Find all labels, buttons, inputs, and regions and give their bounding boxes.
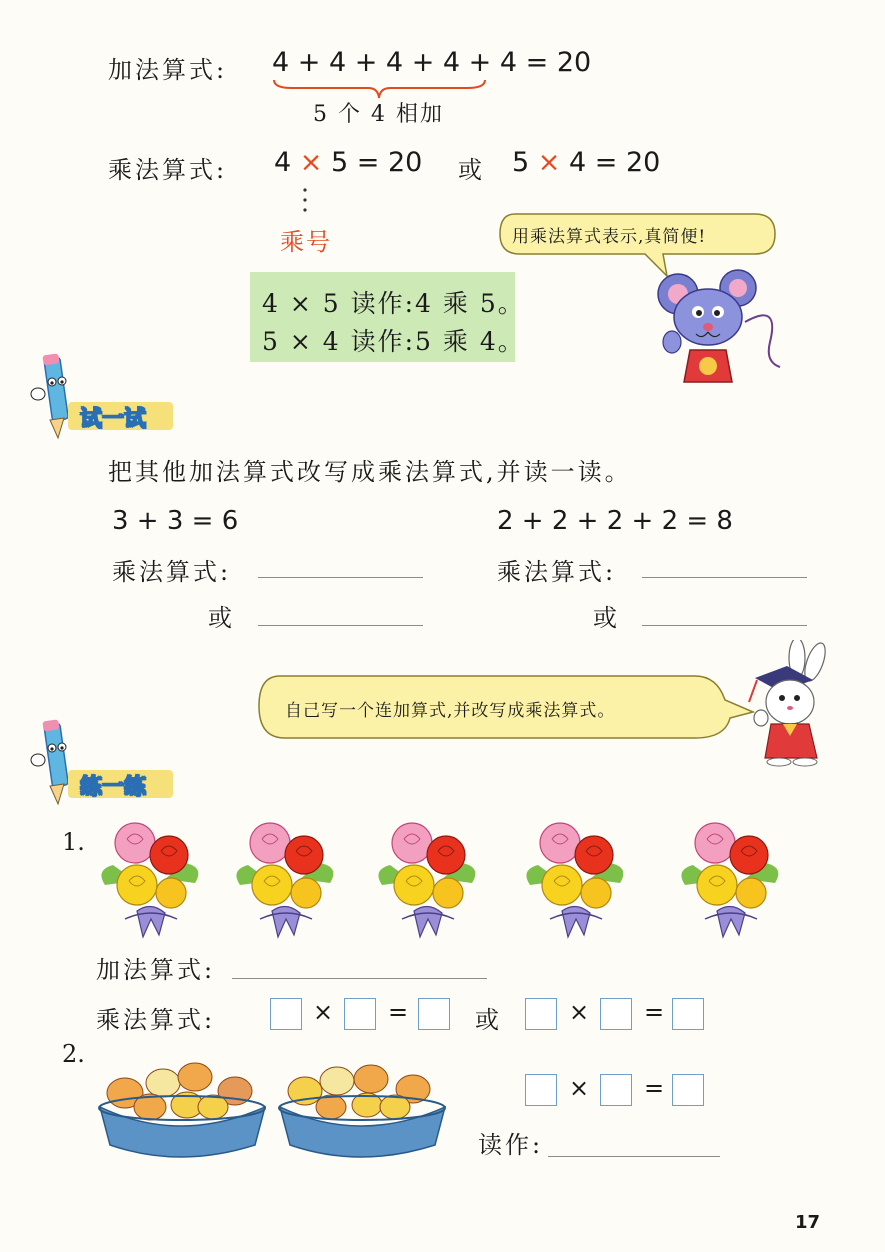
q1-times-1: × [313,998,334,1026]
try-left-or: 或 [208,604,235,632]
q2-box-1[interactable] [525,1074,557,1106]
q1-box-b1[interactable] [525,998,557,1030]
brace-caption: 5 个 4 相加 [313,102,444,127]
q2-box-2[interactable] [600,1074,632,1106]
try-right-mul-label: 乘法算式: [497,558,617,586]
q1-box-a1[interactable] [270,998,302,1030]
q1-equals-2: = [644,998,665,1026]
try-left-mul-label: 乘法算式: [112,558,232,586]
q1-mul-label: 乘法算式: [96,1006,216,1034]
q1-or: 或 [475,1006,502,1034]
try-right-expression: 2 + 2 + 2 + 2 = 8 [497,506,733,536]
q1-add-label: 加法算式: [96,956,216,984]
dotted-pointer [300,186,310,220]
q1-equals-1: = [388,998,409,1026]
try-left-answer-line-1[interactable] [258,577,423,578]
try-section-title: 试一试 [80,407,147,432]
read-line-1: 4 × 5 读作:4 乘 5。 [262,289,525,318]
q1-add-answer-line[interactable] [232,978,487,979]
q2-equals: = [644,1074,665,1102]
mouse-speech-text: 用乘法算式表示,真简便! [512,227,707,247]
rabbit-speech-text: 自己写一个连加算式,并改写成乘法算式。 [285,701,616,721]
q2-box-3[interactable] [672,1074,704,1106]
q1-box-b3[interactable] [672,998,704,1030]
flower-bouquet-icon [230,815,340,940]
flower-bouquet-icon [520,815,630,940]
mul-expression-1: 4 × 5 = 20 [274,147,423,178]
practice-section-title: 练一练 [80,775,147,800]
sign-name: 乘号 [280,228,332,256]
try-left-expression: 3 + 3 = 6 [112,506,239,536]
cat-basket-icon [95,1045,455,1165]
try-left-answer-line-2[interactable] [258,625,423,626]
rabbit-icon [735,640,835,770]
try-right-answer-line-1[interactable] [642,577,807,578]
add-label: 加法算式: [108,56,228,84]
try-right-or: 或 [593,604,620,632]
mul-label: 乘法算式: [108,156,228,184]
or-word: 或 [458,156,485,184]
q2-times: × [569,1074,590,1102]
question-1-number: 1. [62,828,85,856]
page-number: 17 [795,1212,821,1233]
q1-box-b2[interactable] [600,998,632,1030]
q1-times-2: × [569,998,590,1026]
try-right-answer-line-2[interactable] [642,625,807,626]
question-2-number: 2. [62,1040,85,1068]
mouse-icon [650,262,790,387]
multiply-sign: × [299,147,323,178]
read-line-2: 5 × 4 读作:5 乘 4。 [262,327,525,356]
mul-expression-2: 5 × 4 = 20 [512,147,661,178]
flower-bouquet-icon [675,815,785,940]
q1-box-a2[interactable] [344,998,376,1030]
q2-read-answer-line[interactable] [548,1156,720,1157]
add-expression: 4 + 4 + 4 + 4 + 4 = 20 [272,47,592,78]
flower-bouquet-icon [372,815,482,940]
q1-box-a3[interactable] [418,998,450,1030]
flower-bouquet-icon [95,815,205,940]
try-instruction: 把其他加法算式改写成乘法算式,并读一读。 [108,458,632,486]
q2-read-label: 读作: [478,1131,544,1159]
